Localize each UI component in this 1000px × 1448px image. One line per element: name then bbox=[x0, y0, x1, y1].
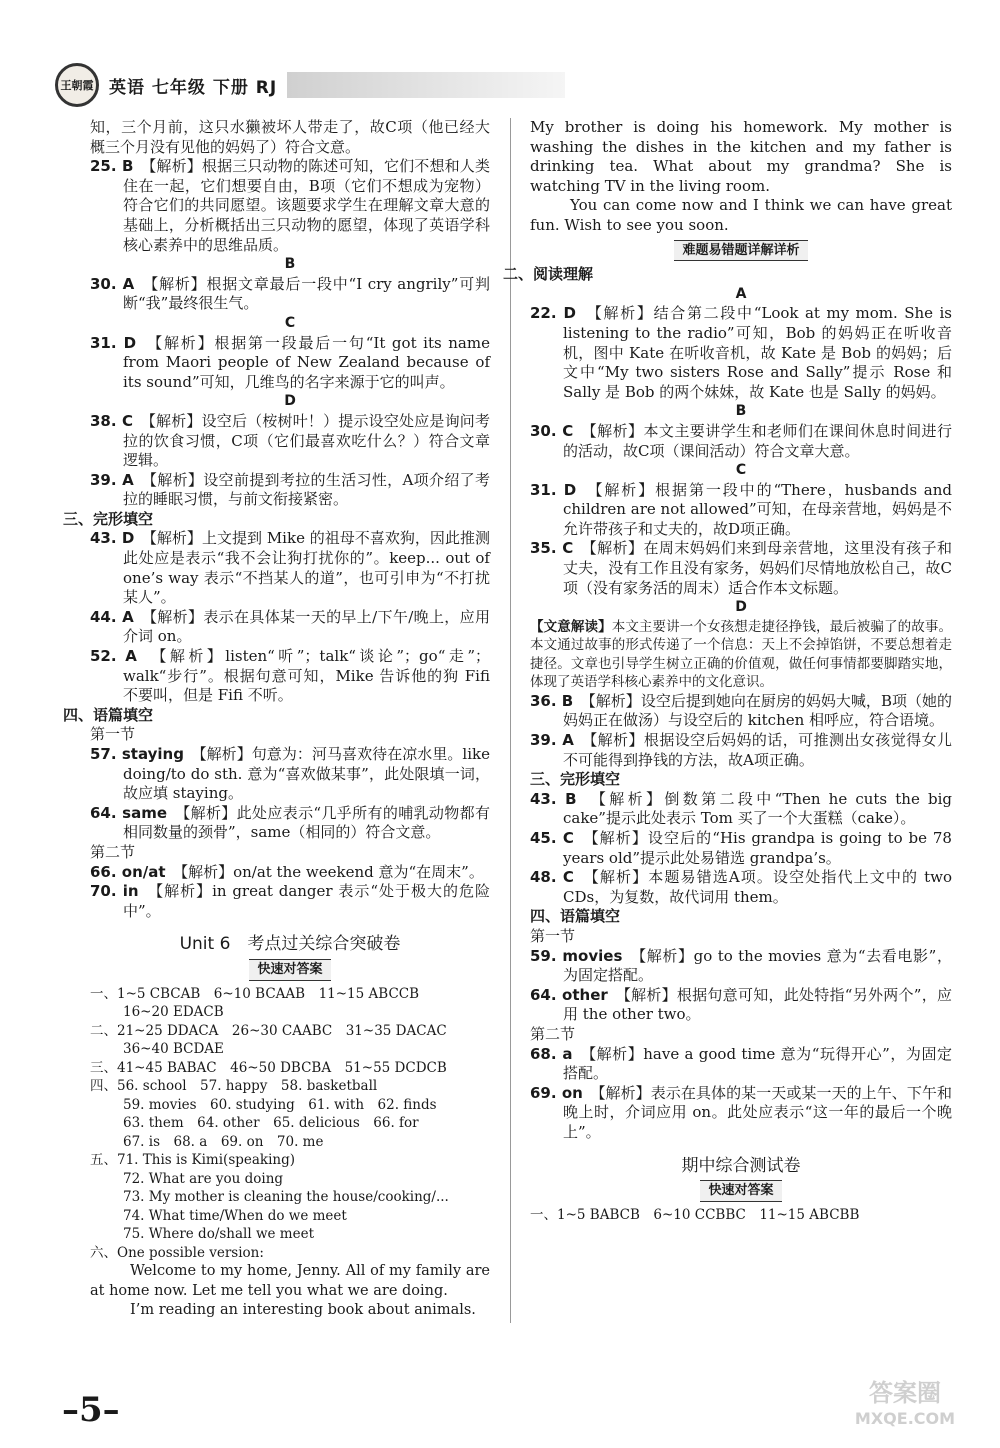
passage-letter: B bbox=[284, 256, 296, 273]
column-divider bbox=[510, 118, 511, 1323]
answer-line: 67. is 68. a 69. on 70. me bbox=[123, 1133, 324, 1150]
essay-paragraph: My brother is doing his homework. My mother is washing the dishes in the kitchen and my father is drinking tea. What about my grandma? She is watching TV in the living room. bbox=[530, 118, 952, 195]
section-heading: 四、语篇填空 bbox=[530, 907, 621, 926]
hard-questions-banner: 难题易错题详解详析 bbox=[530, 240, 952, 262]
answer-line: 二、21~25 DDACA 26~30 CAABC 31~35 DACAC bbox=[90, 1022, 447, 1039]
answer-item: 43. D 【解析】上文提到 Mike 的祖母不喜欢狗，因此推测此处应是表示“我不会让狗打扰你的”。keep... out of one’s way 表示“不挡某人的道”，也可引申为“不打扰某人”。 bbox=[90, 529, 490, 607]
quick-answer-banner: 快速对答案 bbox=[530, 1180, 952, 1202]
answer-item: 30. C 【解析】本文主要讲学生和老师们在课间休息时间进行的活动，故C项（课间活动）符合文章大意。 bbox=[530, 421, 952, 460]
answer-item: 68. a 【解析】have a good time 意为“玩得开心”，为固定搭配。 bbox=[530, 1044, 952, 1083]
publisher-logo bbox=[55, 63, 99, 107]
quick-answer-banner: 快速对答案 bbox=[90, 959, 490, 981]
unit-title: Unit 6 考点过关综合突破卷 bbox=[179, 934, 401, 955]
answer-item: 25. B 【解析】根据三只动物的陈述可知，它们不想和人类住在一起，它们想要自由，B项（它们不想成为宠物）符合它们的共同愿望。该题要求学生在理解文章大意的基础上，分析概括出三只动物的愿望，体现了英语学科核心素养中的思维品质。 bbox=[90, 157, 490, 254]
answer-item: 57. staying 【解析】句意为：河马喜欢待在凉水里。like doing/to do sth. 意为“喜欢做某事”，此处限填一词，故应填 staying。 bbox=[90, 745, 490, 803]
answer-line: 74. What time/When do we meet bbox=[123, 1207, 347, 1224]
answer-item: 44. A 【解析】表示在具体某一天的早上/下午/晚上，应用介词 on。 bbox=[90, 607, 490, 646]
answer-key bbox=[90, 985, 490, 1263]
answer-line: 五、71. This is Kimi(speaking) bbox=[90, 1152, 296, 1169]
answer-item: 35. C 【解析】在周末妈妈们来到母亲营地，这里没有孩子和丈夫，没有工作且没有家务，妈妈们尽情地放松自己，故C项（没有家务活的周末）适合作本文标题。 bbox=[530, 539, 952, 597]
section-heading: 三、完形填空 bbox=[63, 509, 154, 528]
passage-letter: C bbox=[735, 462, 747, 479]
answer-item: 69. on 【解析】表示在具体的某一天或某一天的上午、下午和晚上时，介词应用 on。此处应表示“这一年的最后一个晚上”。 bbox=[530, 1083, 952, 1141]
answer-item: 66. on/at 【解析】on/at the weekend 意为“在周末”。 bbox=[90, 862, 484, 881]
passage-letter: A bbox=[735, 285, 747, 302]
section-heading: 三、完形填空 bbox=[530, 770, 621, 789]
section-heading: 二、阅读理解 bbox=[503, 265, 594, 284]
essay-paragraph: I’m reading an interesting book about animals. bbox=[130, 1302, 476, 1319]
answer-item: 30. A 【解析】根据文章最后一段中“I cry angrily”可判断“我”最终很生气。 bbox=[90, 274, 491, 313]
essay-paragraph: Welcome to my home, Jenny. All of my family are at home now. Let me tell you what we are doing. bbox=[90, 1263, 490, 1299]
answer-item: 64. other 【解析】根据句意可知，此处特指“另外两个”，应用 the other two。 bbox=[530, 985, 952, 1024]
passage-letter: D bbox=[735, 599, 747, 616]
page-number: –5– bbox=[62, 1390, 120, 1430]
subsection-heading: 第一节 bbox=[90, 725, 136, 744]
subsection-heading: 第一节 bbox=[530, 926, 576, 945]
answer-item: 70. in 【解析】in great danger 表示“处于极大的危险中”。 bbox=[90, 882, 490, 920]
reading-interpretation: 【文意解读】本文主要讲一个女孩想走捷径挣钱，最后被骗了的故事。本文通过故事的形式传递了一个信息：天上不会掉馅饼，不要总想着走捷径。文章也引导学生树立正确的价值观，做任何事情都要脚踏实地，体现了英语学科核心素养中的文化意识。 bbox=[530, 618, 953, 691]
answer-item: 45. C 【解析】设空后的“His grandpa is going to be 78 years old”提示此处易错选 grandpa’s。 bbox=[530, 829, 952, 867]
book-title: 英语 七年级 下册 RJ bbox=[109, 77, 278, 98]
answer-line: 75. Where do/shall we meet bbox=[123, 1226, 315, 1243]
page-header bbox=[55, 62, 565, 108]
answer-item: 22. D 【解析】结合第二段中“Look at my mom. She is listening to the radio”可知，Bob 的妈妈正在听收音机，图中 Kate 在听收音机，故 Kate 是 Bob 的妈妈；后文中“My two sisters Rose and Sally”提示 Rose 和 Sally 是 Bob 的两个妹妹，故 Kate 也是 Sally 的妈妈。 bbox=[530, 304, 952, 401]
passage-letter: B bbox=[735, 403, 747, 420]
passage-letter: C bbox=[284, 314, 296, 331]
answer-item: 48. C 【解析】本题易错选A项。设空处指代上文中的 two CDs，为复数，故代词用 them。 bbox=[530, 868, 952, 906]
subsection-heading: 第二节 bbox=[530, 1024, 576, 1043]
answer-line: 三、41~45 BABAC 46~50 DBCBA 51~55 DCDCB bbox=[90, 1059, 447, 1076]
essay-paragraph: You can come now and I think we can have great fun. Wish to see you soon. bbox=[530, 196, 952, 234]
right-column bbox=[503, 118, 953, 1224]
answer-item: 38. C 【解析】设空后（桉树叶！）提示设空处应是询问考拉的饮食习惯，C项（它们最喜欢吃什么？）符合文章逻辑。 bbox=[90, 411, 490, 470]
watermark-site: MXQE.COM bbox=[854, 1409, 956, 1428]
answer-line: 一、1~5 BABCB 6~10 CCBBC 11~15 ABCBB bbox=[530, 1206, 860, 1223]
answer-line: 36~40 BCDAE bbox=[123, 1041, 224, 1058]
answer-line: 16~20 EDACB bbox=[123, 1004, 224, 1021]
answer-line: 63. them 64. other 65. delicious 66. for bbox=[123, 1115, 419, 1132]
answer-line: 四、56. school 57. happy 58. basketball bbox=[90, 1078, 378, 1095]
midterm-title: 期中综合测试卷 bbox=[681, 1155, 801, 1176]
logo-text: 王朝霞 bbox=[60, 79, 94, 92]
answer-item: 59. movies 【解析】go to the movies 意为“去看电影”，为固定搭配。 bbox=[530, 946, 952, 985]
answer-line: 六、One possible version: bbox=[90, 1244, 264, 1261]
answer-line: 一、1~5 CBCAB 6~10 BCAAB 11~15 ABCCB bbox=[90, 985, 420, 1002]
answer-item: 52. A 【解析】listen“听”；talk“谈论”；go“走”；walk“步行”。根据句意可知，Mike 告诉他的狗 Fifi 不要叫，但是 Fifi 不听。 bbox=[90, 647, 490, 705]
continued-text: 知，三个月前，这只水獭被坏人带走了，故C项（他已经大概三个月没有见他的妈妈了）符合文意。 bbox=[90, 118, 490, 156]
answer-item: 39. A 【解析】根据设空后妈妈的话，可推测出女孩觉得女儿不可能得到挣钱的方法，故A项正确。 bbox=[530, 731, 952, 769]
passage-letter: D bbox=[284, 393, 296, 410]
answer-item: 64. same 【解析】此处应表示“几乎所有的哺乳动物都有相同数量的颈骨”，same（相同的）符合文意。 bbox=[90, 803, 490, 842]
answer-item: 43. B 【解析】倒数第二段中“Then he cuts the big cake”提示此处表示 Tom 买了一个大蛋糕（cake）。 bbox=[530, 789, 952, 828]
header-decoration bbox=[287, 72, 565, 98]
answer-line: 59. movies 60. studying 61. with 62. finds bbox=[123, 1096, 437, 1113]
watermark-text: 答案圈 bbox=[869, 1379, 941, 1407]
left-column bbox=[63, 118, 491, 1321]
answer-line: 73. My mother is cleaning the house/cooking/... bbox=[123, 1189, 449, 1206]
answer-item: 36. B 【解析】设空后提到她向在厨房的妈妈大喊，B项（她的妈妈正在做汤）与设空后的 kitchen 相呼应，符合语境。 bbox=[530, 691, 953, 730]
section-heading: 四、语篇填空 bbox=[63, 705, 154, 724]
answer-line: 72. What are you doing bbox=[123, 1170, 284, 1187]
subsection-heading: 第二节 bbox=[90, 842, 136, 861]
answer-item: 39. A 【解析】设空前提到考拉的生活习性，A项介绍了考拉的睡眠习惯，与前文衔接紧密。 bbox=[90, 470, 490, 509]
answer-item: 31. D 【解析】根据第一段最后一句“It got its name from Maori people of New Zealand because of its sound”可知，几维鸟的名字来源于它的叫声。 bbox=[90, 333, 490, 391]
answer-item: 31. D 【解析】根据第一段中的“There，husbands and children are not allowed”可知，在母亲营地，妈妈是不允许带孩子和丈夫的，故D项正确。 bbox=[530, 480, 952, 538]
watermark bbox=[830, 1380, 980, 1440]
